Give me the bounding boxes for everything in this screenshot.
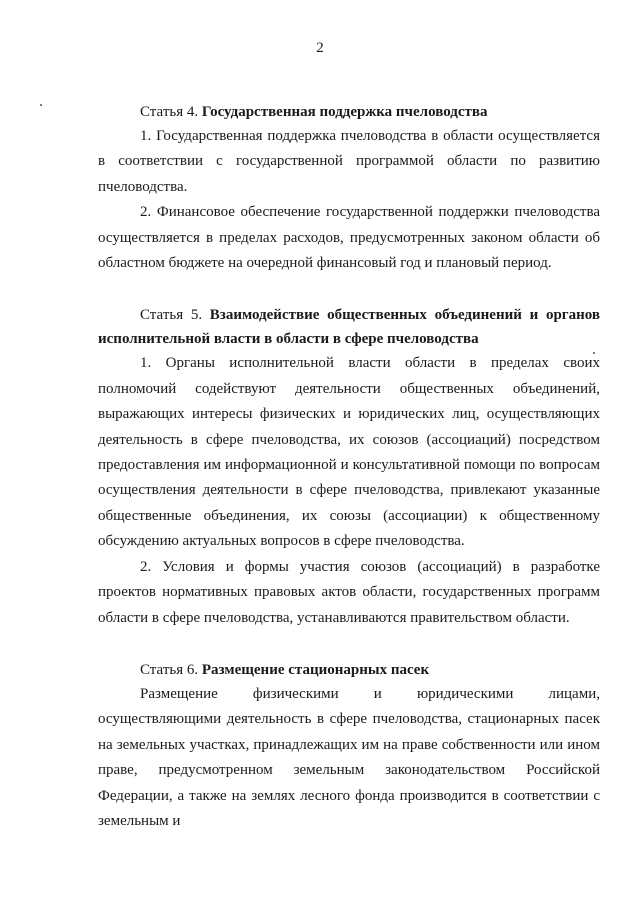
article-heading [98, 100, 600, 124]
article-paragraph: 2. Финансовое обеспечение государственной поддержки пчеловодства осуществляется в пределах расходов, предусмотренных законом области об областном бюджете на очередной финансовый год и плановый период. [98, 204, 600, 272]
article-paragraph: Размещение физическими и юридическими лицами, осуществляющими деятельность в сфере пчеловодства, стационарных пасек на земельных участках, принадлежащих им на праве собственности или ином праве, предусмотренном земельным законодательством Российской Федерации, а также на землях лесного фонда производится в соответствии с земельным и [98, 685, 600, 829]
document-body [98, 100, 600, 834]
article-paragraph: 2. Условия и формы участия союзов (ассоциаций) в разработке проектов нормативных правовых актов области, государственных программ области в сфере пчеловодства, устанавливаются правительством области. [98, 558, 600, 626]
article-label: Статья 4. [140, 104, 199, 120]
article-title: Взаимодействие общественных объединений и органов исполнительной власти в области в сфере пчеловодства [98, 307, 600, 348]
scan-speck [40, 104, 42, 106]
page-number: 2 [316, 40, 324, 56]
article-title: Государственная поддержка пчеловодства [201, 104, 488, 120]
article-6 [98, 658, 600, 834]
article-heading [98, 658, 600, 682]
article-paragraph: 1. Органы исполнительной власти области в пределах своих полномочий содействуют деятельности общественных объединений, выражающих интересы физических и юридических лиц, осуществляющих деятельность в сфере пчеловодства, их союзов (ассоциаций) посредством предоставления им информационной и консультативной помощи по вопросам осуществления деятельности в сфере пчеловодства, привлекают указанные общественные объединения, их союзы (ассоциации) к общественному обсуждению актуальных вопросов в сфере пчеловодства. [98, 355, 600, 550]
article-heading [98, 303, 600, 351]
article-label: Статья 5. [140, 307, 203, 324]
article-paragraph: 1. Государственная поддержка пчеловодства в области осуществляется в соответствии с государственной программой области по развитию пчеловодства. [98, 128, 600, 195]
article-label: Статья 6. [140, 661, 199, 678]
article-title: Размещение стационарных пасек [201, 661, 430, 678]
article-4 [98, 100, 600, 276]
article-5 [98, 303, 600, 630]
